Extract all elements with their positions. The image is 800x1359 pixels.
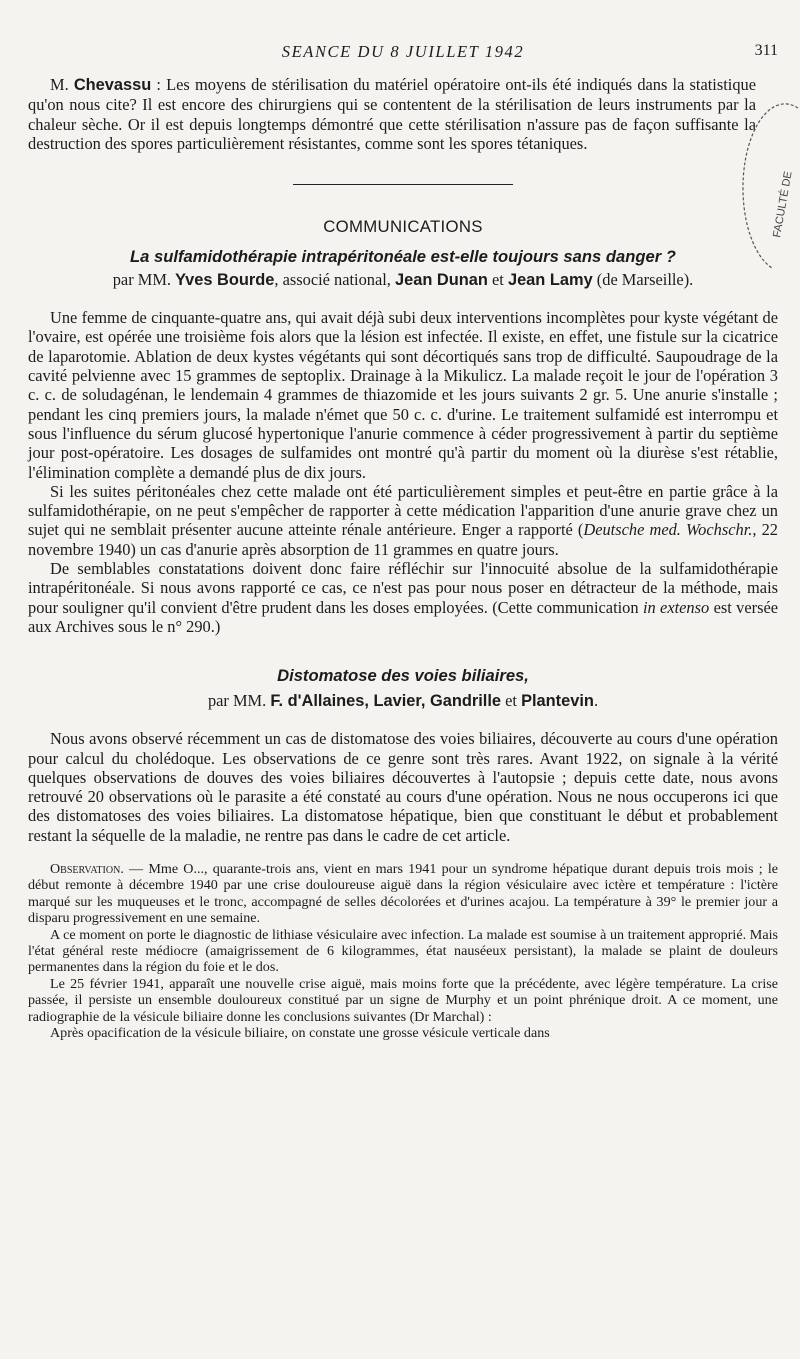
paragraph-text: Si les suites péritonéales chez cette malade ont été particulièrement simples et peut-être en partie grâce à la sulfamidothérapie, on ne peut s'empêcher de rapporter à cette médication l'apparition d'une anurie grave chez un sujet qui ne semblait présenter aucune atteinte rénale antérieure. Enger a rapporté ( xyxy=(28,481,778,540)
byline-text: et xyxy=(501,691,522,711)
speaker-prefix: M. xyxy=(50,75,74,94)
paragraph-text: De semblables constatations doivent donc faire réfléchir sur l'innocuité absolue de la sulfamidothérapie intrapéritonéale. Si nous avons rapporté ce cas, ce n'est pas pour nous poser en détracteur de la méthode, mais pour souligner qu'il convient d'être prudent dans les doses employées. (Cette communication xyxy=(28,559,778,617)
speaker-name: Chevassu xyxy=(73,76,152,94)
article2-paragraph: Nous avons observé récemment un cas de distomatose des voies biliaires, découverte au cours d'une opération pour calcul du cholédoque. Les observations de ce genre sont très rares. Avant 1922, on signale à la vérité quelques observations de douves des voies biliaires découvertes à l'autopsie ; depuis cette date, nous avons retrouvé 20 observations où le parasite a été constaté au cours d'une opération. Nous ne nous occuperons ici que des distomatoses des voies biliaires. La distomatose hépatique, bien que constituant le début et probablement restant la séquelle de la maladie, ne rentre pas dans le cadre de cet article. xyxy=(28,729,778,845)
paragraph-text: , 22 novembre 1940) un cas d'anurie après absorption de 11 grammes en quatre jours. xyxy=(28,520,778,559)
article1-title: La sulfamidothérapie intrapéritonéale est-elle toujours sans danger ? xyxy=(130,247,676,267)
author-name: Jean Dunan xyxy=(395,271,488,290)
byline-prefix: par MM. xyxy=(207,691,271,711)
paragraph-text: est versée aux Archives sous le n° 290.) xyxy=(28,597,778,636)
article2-byline xyxy=(28,691,778,711)
byline-text: (de Marseille). xyxy=(592,270,694,290)
article1-paragraph: Une femme de cinquante-quatre ans, qui avait déjà subi deux interventions incomplètes pour kyste végétant de l'ovaire, est opérée une troisième fois alors que la lésion est infectée. Il existe, en effet, une fistule sur la cicatrice de laparotomie. Ablation de deux kystes végétants qui sont décortiqués sans trop de difficulté. Saupoudrage de la cavité pelvienne avec 15 grammes de septoplix. Drainage à la Mikulicz. La malade reçoit le jour de l'opération 3 c. c. de soludagénan, le lendemain 4 grammes de thiazomide et les jours suivants 2 gr. 5. Une anurie s'installe ; pendant les cinq premiers jours, la malade n'émet que 50 c. c. d'urine. Le traitement sulfamidé est interrompu et sous l'influence du sérum glucosé hypertonique l'anurie commence à céder progressivement à partir du septième jour post-opératoire. Les dosages de sulfamides ont montré qu'à partir du moment où la diurèse s'est rétablie, l'élimination complète a demandé plus de dix jours. xyxy=(28,308,778,482)
observation-paragraph: A ce moment on porte le diagnostic de lithiase vésiculaire avec infection. La malade est soumise à un traitement approprié. Mais l'état général reste médiocre (amaigrissement de 6 kilogrammes, état nauséeux persistant), la malade se plaint de douleurs permanentes dans la région du foie et le dos. xyxy=(28,926,778,976)
author-name: Jean Lamy xyxy=(507,271,593,290)
page-number: 311 xyxy=(754,42,778,59)
byline-text: . xyxy=(593,691,599,711)
observation-paragraph: Le 25 février 1941, apparaît une nouvelle crise aiguë, mais moins forte que la précédente, avec légère température. La crise passée, il persiste un ensemble douloureux constitué par un signe de Murphy et un point phrénique droit. A ce moment, une radiographie de la vésicule biliaire donne les conclusions suivantes (Dr Marchal) : xyxy=(28,975,778,1025)
article2-title: Distomatose des voies biliaires, xyxy=(277,666,529,686)
observation-paragraph: Après opacification de la vésicule biliaire, on constate une grosse vésicule verticale dans xyxy=(50,1025,550,1042)
library-stamp xyxy=(742,88,800,288)
section-heading: COMMUNICATIONS xyxy=(323,217,483,237)
stamp-text: FACULTÉ DE xyxy=(771,170,795,239)
journal-citation: Deutsche med. Wochschr. xyxy=(583,520,753,540)
section-divider xyxy=(293,184,513,185)
intervention-paragraph xyxy=(28,75,756,153)
author-name: Yves Bourde xyxy=(175,271,275,290)
intervention-text: : Les moyens de stérilisation du matériel opératoire ont-ils été indiqués dans la statistique qu'on nous cite? Il est encore des chirurgiens qui se contentent de la stérilisation de leurs instruments par la chaleur sèche. Or il est depuis longtemps démontré que cette stérilisation n'assure pas de façon suffisante la destruction des spores particulièrement résistantes, comme sont les spores tétaniques. xyxy=(28,75,756,153)
running-head xyxy=(28,42,778,66)
observation-label: Observation. xyxy=(50,861,124,878)
observation-paragraph xyxy=(28,861,778,927)
byline-text: , associé national, xyxy=(274,270,396,290)
journal-page xyxy=(28,42,778,1041)
author-name: Plantevin xyxy=(521,692,594,711)
running-title: SEANCE DU 8 JUILLET 1942 xyxy=(281,42,525,61)
article1-paragraph xyxy=(28,559,778,636)
observation-text: — Mme O..., quarante-trois ans, vient en mars 1941 pour un syndrome hépatique durant depuis trois mois ; le début remonte à décembre 1940 par une crise douloureuse aiguë dans la région vésiculaire avec ictère et température : l'ictère marqué sur les muqueuses et le tronc, accompagné de selles décolorées et d'urines acajou. La température à 39° le premier jour a disparu progressivement en une semaine. xyxy=(28,861,778,927)
italic-phrase: in extenso xyxy=(642,597,710,617)
byline-prefix: par MM. xyxy=(112,270,176,290)
byline-text: et xyxy=(487,270,508,290)
article1-byline xyxy=(28,270,778,290)
author-names: F. d'Allaines, Lavier, Gandrille xyxy=(270,692,502,711)
article1-paragraph xyxy=(28,482,778,559)
